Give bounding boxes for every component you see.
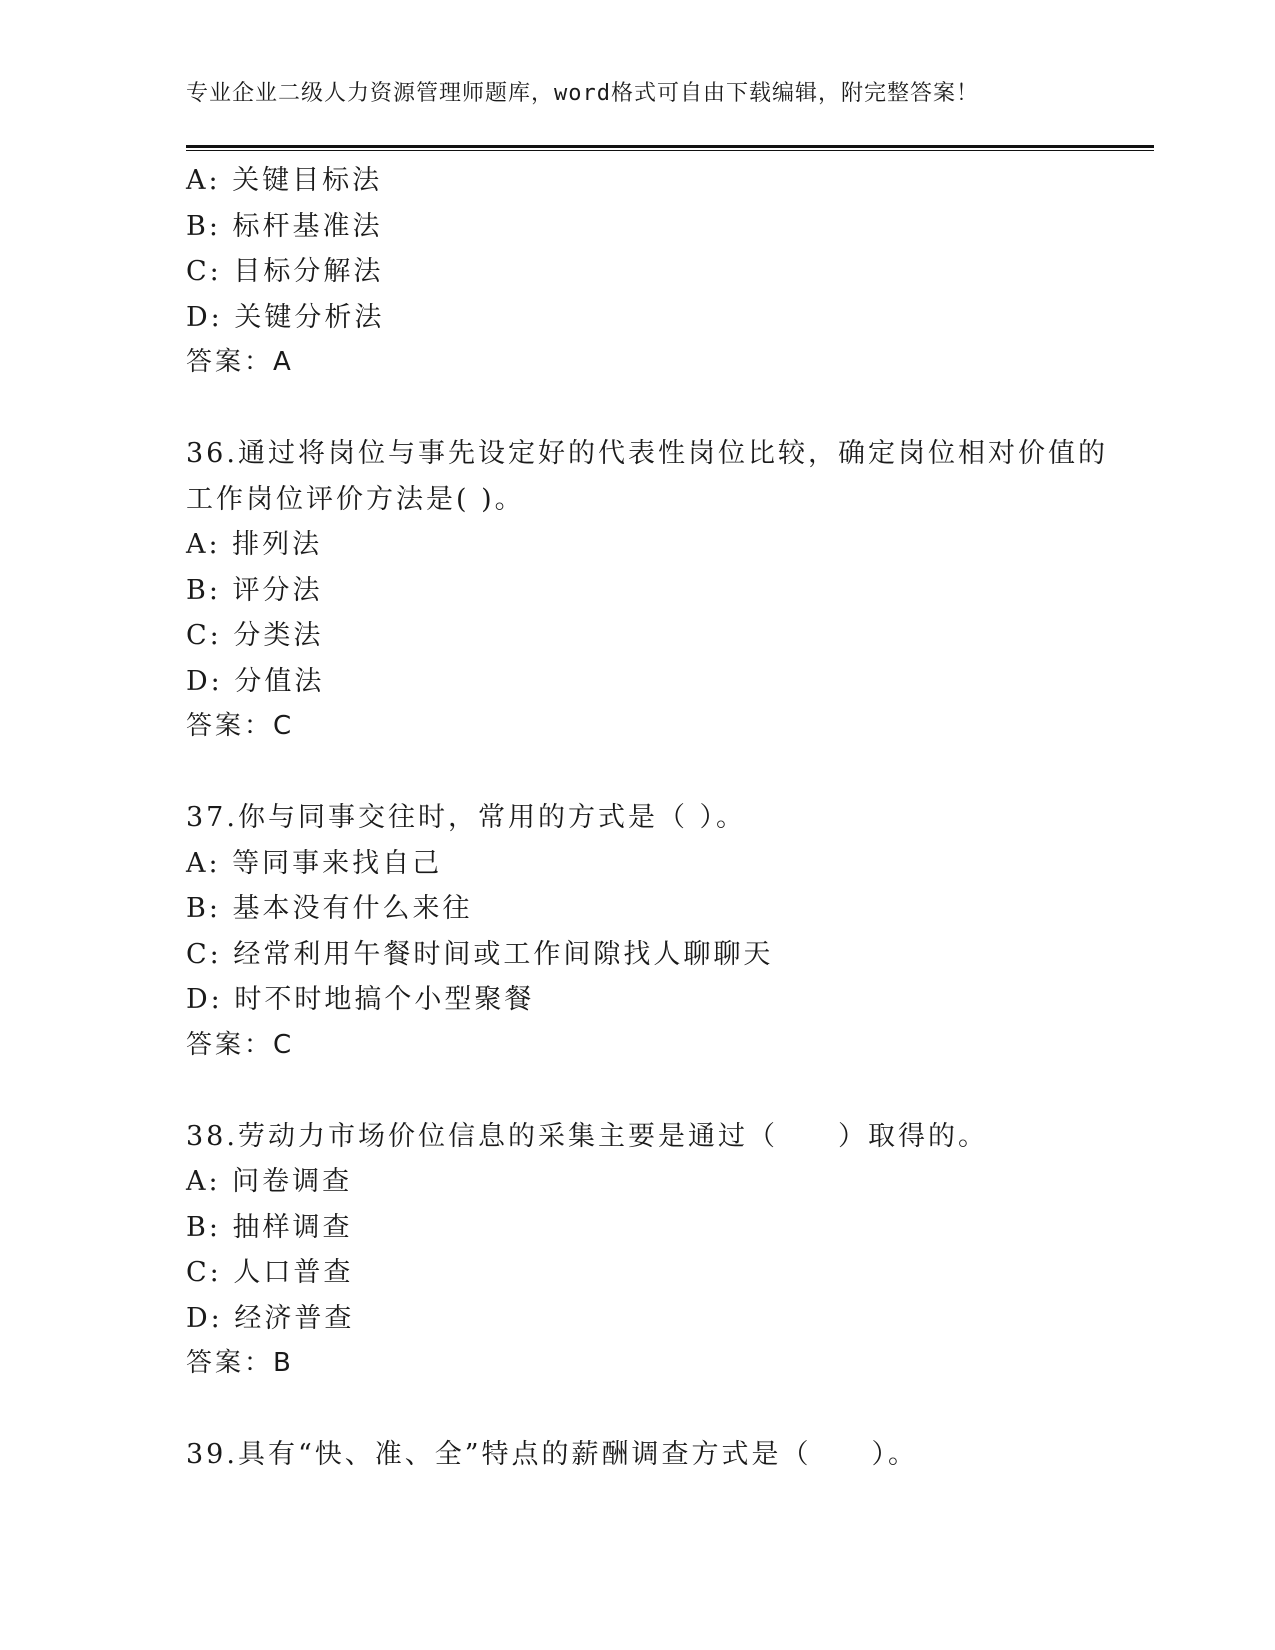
question-38	[186, 1114, 1086, 1387]
option-c: C: 目标分解法	[186, 256, 384, 287]
header-rule-thick	[186, 145, 1154, 148]
option-b: B: 评分法	[186, 574, 323, 606]
answer: 答案：A	[186, 347, 294, 377]
question-text: 工作岗位评价方法是( )。	[186, 483, 525, 515]
answer: 答案：C	[186, 711, 295, 741]
option-d: D: 经济普查	[186, 1302, 355, 1334]
question-37	[186, 795, 1086, 1068]
option-a: A: 问卷调查	[186, 1166, 353, 1197]
option-d: D: 时不时地搞个小型聚餐	[186, 984, 535, 1015]
option-c: C: 分类法	[186, 620, 324, 651]
option-a: A: 关键目标法	[186, 165, 383, 196]
answer: 答案：C	[186, 1029, 295, 1060]
question-35-continuation	[186, 158, 1086, 386]
question-text: 36.通过将岗位与事先设定好的代表性岗位比较，确定岗位相对价值的	[186, 438, 1108, 469]
question-list	[186, 158, 1108, 1478]
option-b: B: 基本没有什么来往	[186, 893, 473, 924]
option-c: C: 人口普查	[186, 1257, 354, 1288]
option-a: A: 排列法	[186, 529, 323, 560]
option-c: C: 经常利用午餐时间或工作间隙找人聊聊天	[186, 938, 774, 970]
question-text: 37.你与同事交往时，常用的方式是（ ）。	[186, 802, 747, 833]
option-b: B: 标杆基准法	[186, 210, 383, 242]
question-text: 38.劳动力市场价位信息的采集主要是通过（ ）取得的。	[186, 1120, 988, 1152]
question-39	[186, 1432, 1086, 1478]
question-36	[186, 431, 1108, 750]
option-d: D: 关键分析法	[186, 301, 385, 333]
option-a: A: 等同事来找自己	[186, 847, 443, 879]
answer: 答案：B	[186, 1348, 294, 1378]
header-rule-thin	[186, 150, 1154, 151]
question-text: 39.具有“快、准、全”特点的薪酬调查方式是（ ）。	[186, 1439, 919, 1470]
option-d: D: 分值法	[186, 665, 325, 697]
option-b: B: 抽样调查	[186, 1211, 353, 1243]
page-header: 专业企业二级人力资源管理师题库，word格式可自由下载编辑，附完整答案！	[186, 81, 979, 106]
